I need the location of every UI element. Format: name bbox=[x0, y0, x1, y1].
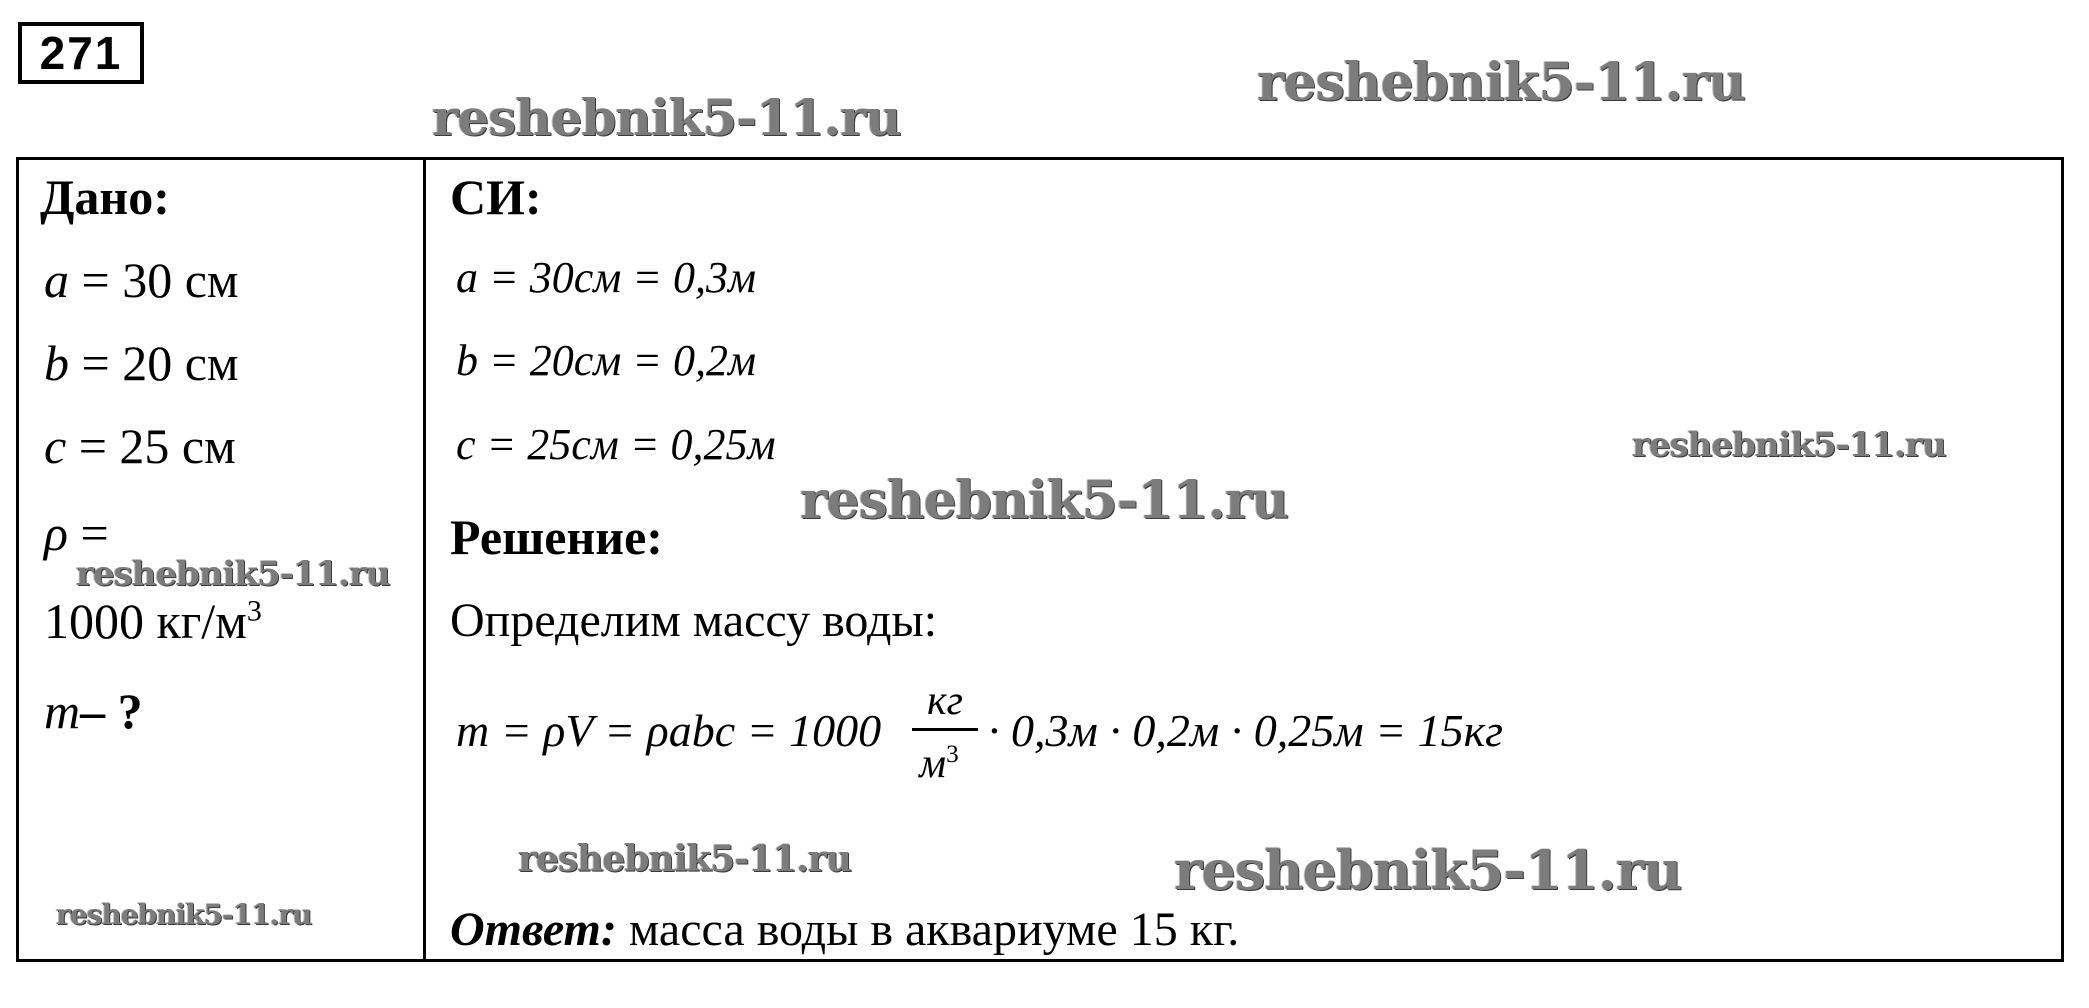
var-b: b bbox=[44, 335, 69, 391]
fraction-denominator-unit: м bbox=[919, 741, 947, 787]
given-unknown bbox=[44, 683, 143, 739]
formula-right: · 0,3м · 0,2м · 0,25м = 15кг bbox=[988, 705, 1504, 756]
answer-line bbox=[450, 903, 1240, 956]
given-c-value: 25 см bbox=[119, 418, 236, 474]
si-c-line: c = 25см = 0,25м bbox=[456, 420, 776, 469]
si-a-line: a = 30см = 0,3м bbox=[456, 253, 757, 302]
solution-heading: Решение: bbox=[450, 509, 663, 565]
given-b-value: 20 см bbox=[122, 335, 239, 391]
var-c: c bbox=[44, 418, 67, 474]
watermark: reshebnik5-11.ru bbox=[1257, 52, 1746, 113]
given-a-value: 30 см bbox=[122, 252, 239, 308]
solution-intro: Определим массу воды: bbox=[450, 594, 938, 647]
watermark: reshebnik5-11.ru bbox=[76, 554, 390, 594]
rho-exponent: 3 bbox=[246, 594, 262, 628]
fraction-denominator bbox=[904, 740, 974, 788]
answer-label: Ответ: bbox=[450, 903, 617, 956]
si-heading: СИ: bbox=[450, 169, 542, 225]
given-a: a = 30 см bbox=[44, 252, 239, 308]
unknown-mark: – ? bbox=[80, 683, 143, 739]
rho-value: 1000 кг/м bbox=[44, 593, 247, 649]
si-b-line: b = 20см = 0,2м bbox=[456, 336, 757, 385]
given-b: b = 20 см bbox=[44, 335, 239, 391]
watermark: reshebnik5-11.ru bbox=[800, 470, 1289, 531]
given-c: c = 25 см bbox=[44, 418, 236, 474]
watermark: reshebnik5-11.ru bbox=[56, 898, 312, 931]
watermark: reshebnik5-11.ru bbox=[518, 838, 851, 880]
var-a: a bbox=[44, 252, 69, 308]
watermark: reshebnik5-11.ru bbox=[1632, 425, 1946, 465]
var-rho: ρ bbox=[44, 505, 68, 561]
column-divider bbox=[423, 157, 426, 962]
var-m: m bbox=[44, 683, 81, 739]
fraction-numerator: кг bbox=[926, 678, 964, 724]
given-rho-value bbox=[44, 593, 262, 649]
given-heading: Дано: bbox=[40, 169, 170, 225]
given-rho: ρ = bbox=[44, 505, 109, 561]
watermark: reshebnik5-11.ru bbox=[432, 88, 901, 147]
fraction-denominator-exponent: 3 bbox=[946, 741, 959, 768]
fraction-line bbox=[912, 728, 978, 731]
formula-left: m = ρV = ρabc = 1000 bbox=[456, 705, 882, 756]
watermark: reshebnik5-11.ru bbox=[1174, 838, 1682, 902]
answer-text: масса воды в аквариуме 15 кг. bbox=[628, 903, 1240, 956]
problem-number: 271 bbox=[18, 22, 144, 84]
